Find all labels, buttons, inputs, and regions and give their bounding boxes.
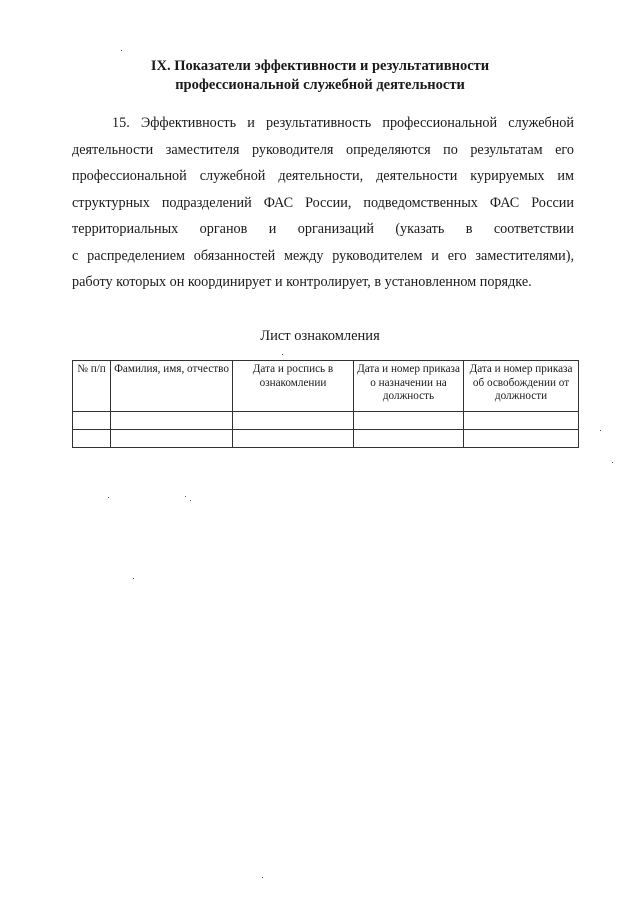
paragraph-line: с распределением обязанностей между руководителем и его заместителями), [72, 247, 574, 264]
table-cell [354, 412, 464, 430]
acknowledgement-table [72, 360, 579, 448]
column-header-number: № п/п [73, 361, 111, 412]
paragraph-line: работу которых он координирует и контролирует, в установленном порядке. [72, 274, 532, 290]
table-cell [111, 412, 233, 430]
table-cell [464, 412, 579, 430]
scan-speck [600, 430, 601, 431]
scan-speck [185, 496, 186, 497]
paragraph-line: территориальных органов и организаций (указать в соответствии [72, 221, 574, 237]
paragraph-line: структурных подразделений ФАС России, подведомственных ФАС России [72, 194, 574, 211]
paragraph-line: деятельности заместителя руководителя определяются по результатам его [72, 141, 574, 158]
table-header-row [73, 361, 579, 412]
section-heading-line-1: IX. Показатели эффективности и результативности [150, 58, 490, 74]
table-cell [111, 430, 233, 448]
table-cell [233, 430, 354, 448]
acknowledgement-title: Лист ознакомления [260, 328, 380, 344]
table-cell [354, 430, 464, 448]
table-row [73, 412, 579, 430]
table-row [73, 430, 579, 448]
table-cell [73, 430, 111, 448]
column-header-dismissal-order: Дата и номер приказа об освобождении от должности [464, 361, 579, 412]
scan-speck [282, 354, 283, 355]
scan-speck [262, 877, 263, 878]
column-header-full-name: Фамилия, имя, отчество [111, 361, 233, 412]
scan-speck [133, 578, 134, 579]
scan-speck [612, 462, 613, 463]
scan-speck [190, 500, 191, 501]
paragraph-line: 15. Эффективность и результативность профессиональной служебной [112, 115, 574, 131]
section-heading-line-2: профессиональной служебной деятельности [175, 77, 465, 93]
paragraph-15 [72, 110, 574, 296]
column-header-signature-date: Дата и роспись в ознакомлении [233, 361, 354, 412]
scan-speck [108, 497, 109, 498]
column-header-appointment-order: Дата и номер приказа о назначении на должность [354, 361, 464, 412]
table-cell [73, 412, 111, 430]
table-cell [233, 412, 354, 430]
table-cell [464, 430, 579, 448]
section-heading [60, 57, 580, 95]
scan-speck [121, 50, 122, 51]
paragraph-line: профессиональной служебной деятельности, деятельности курируемых им [72, 168, 574, 184]
